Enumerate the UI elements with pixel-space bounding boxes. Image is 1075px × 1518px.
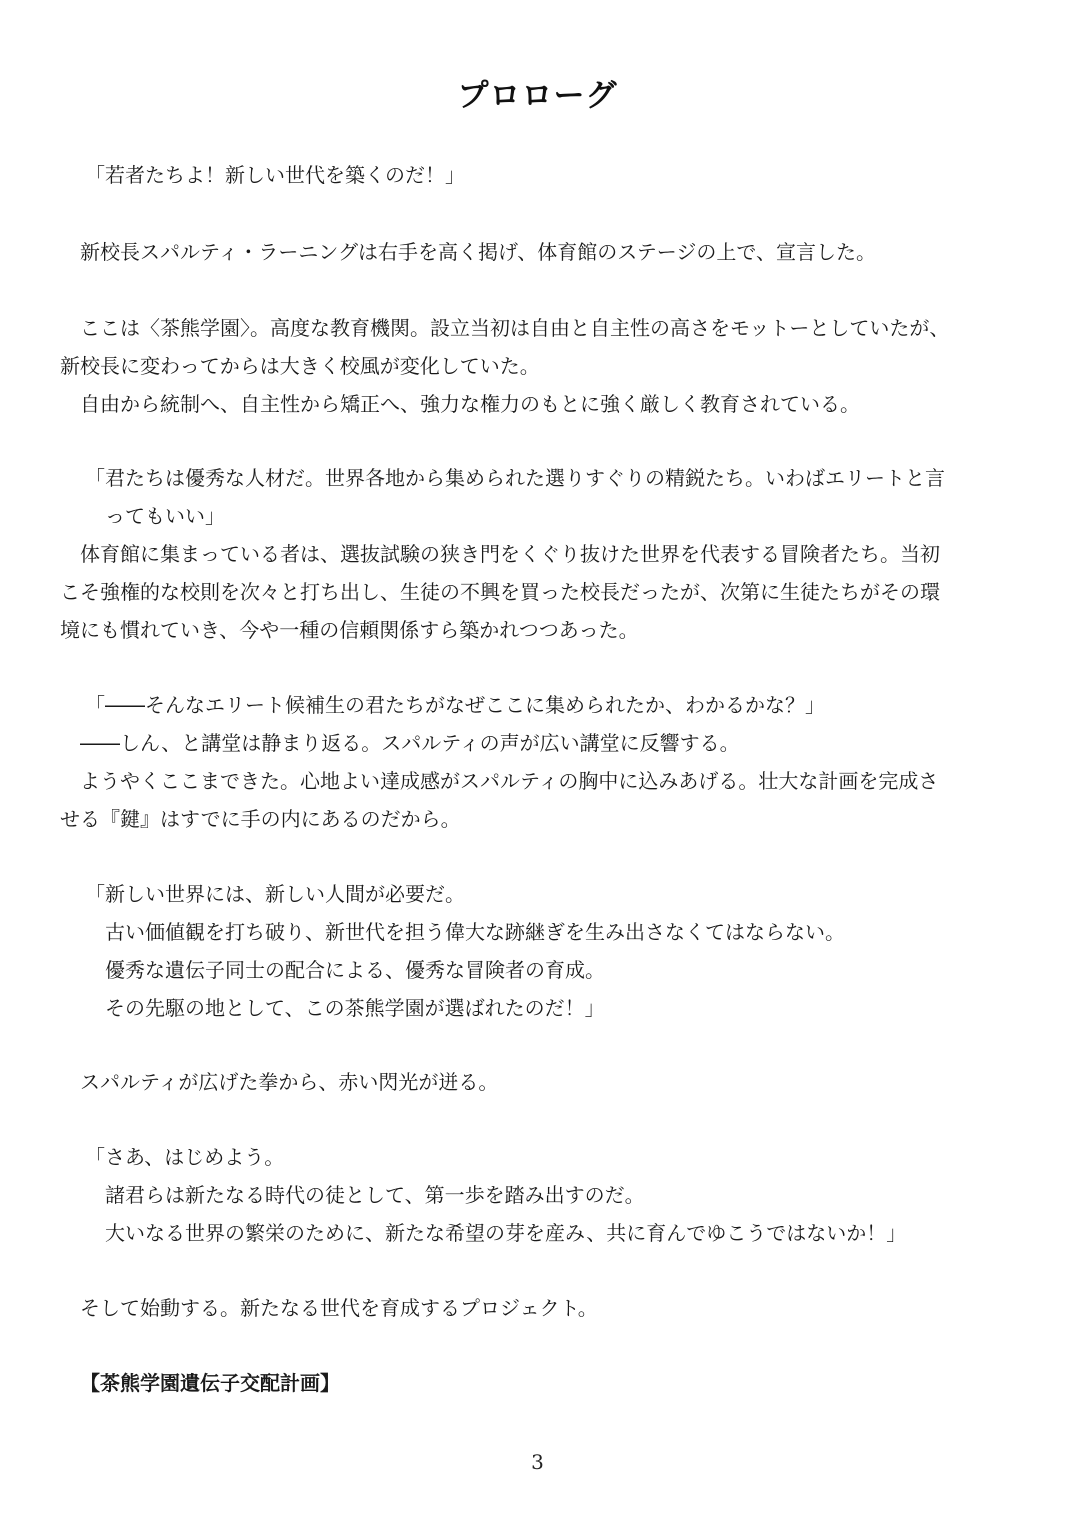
text-line: せる『鍵』はすでに手の内にあるのだから。: [60, 807, 461, 831]
page-title: プロローグ: [457, 78, 618, 114]
text-line: 体育館に集まっている者は、選抜試験の狭き門をくぐり抜けた世界を代表する冒険者たち。当初: [80, 542, 940, 566]
text-line: 「新しい世界には、新しい人間が必要だ。: [85, 882, 465, 906]
text-line: その先駆の地として、この茶熊学園が選ばれたのだ！」: [105, 996, 605, 1020]
text-line: 境にも慣れていき、今や一種の信頼関係すら築かれつつあった。: [60, 618, 639, 642]
page-number: 3: [531, 1450, 544, 1474]
text-line: 優秀な遺伝子同士の配合による、優秀な冒険者の育成。: [105, 958, 605, 982]
text-line: 諸君らは新たなる時代の徒として、第一歩を踏み出すのだ。: [105, 1183, 645, 1207]
text-line: 新校長に変わってからは大きく校風が変化していた。: [60, 354, 540, 378]
text-line: そして始動する。新たなる世代を育成するプロジェクト。: [80, 1296, 598, 1320]
text-line: 「――そんなエリート候補生の君たちがなぜここに集められたか、わかるかな？」: [85, 693, 825, 717]
text-line: 自由から統制へ、自主性から矯正へ、強力な権力のもとに強く厳しく教育されている。: [80, 392, 860, 416]
text-line: 大いなる世界の繁栄のために、新たな希望の芽を産み、共に育んでゆこうではないか！」: [105, 1221, 907, 1245]
text-line: ここは〈茶熊学園〉。高度な教育機関。設立当初は自由と自主性の高さをモットーとしていたが、: [80, 316, 950, 340]
text-line: 古い価値観を打ち破り、新世代を担う偉大な跡継ぎを生み出さなくてはならない。: [105, 920, 845, 944]
project-title: 【茶熊学園遺伝子交配計画】: [80, 1371, 340, 1395]
text-line: 「若者たちよ！新しい世代を築くのだ！」: [85, 163, 465, 187]
text-line: こそ強権的な校則を次々と打ち出し、生徒の不興を買った校長だったが、次第に生徒たちがその環: [60, 580, 940, 604]
text-line: 新校長スパルティ・ラーニングは右手を高く掲げ、体育館のステージの上で、宣言した。: [80, 240, 876, 264]
text-line: 「さあ、はじめよう。: [85, 1145, 285, 1169]
text-line: 「君たちは優秀な人材だ。世界各地から集められた選りすぐりの精鋭たち。いわばエリートと言: [85, 466, 945, 490]
text-line: ――しん、と講堂は静まり返る。スパルティの声が広い講堂に反響する。: [80, 731, 740, 755]
text-line: ようやくここまできた。心地よい達成感がスパルティの胸中に込みあげる。壮大な計画を完成さ: [80, 769, 939, 793]
text-line: ってもいい」: [105, 504, 225, 528]
text-line: スパルティが広げた拳から、赤い閃光が迸る。: [80, 1070, 499, 1094]
